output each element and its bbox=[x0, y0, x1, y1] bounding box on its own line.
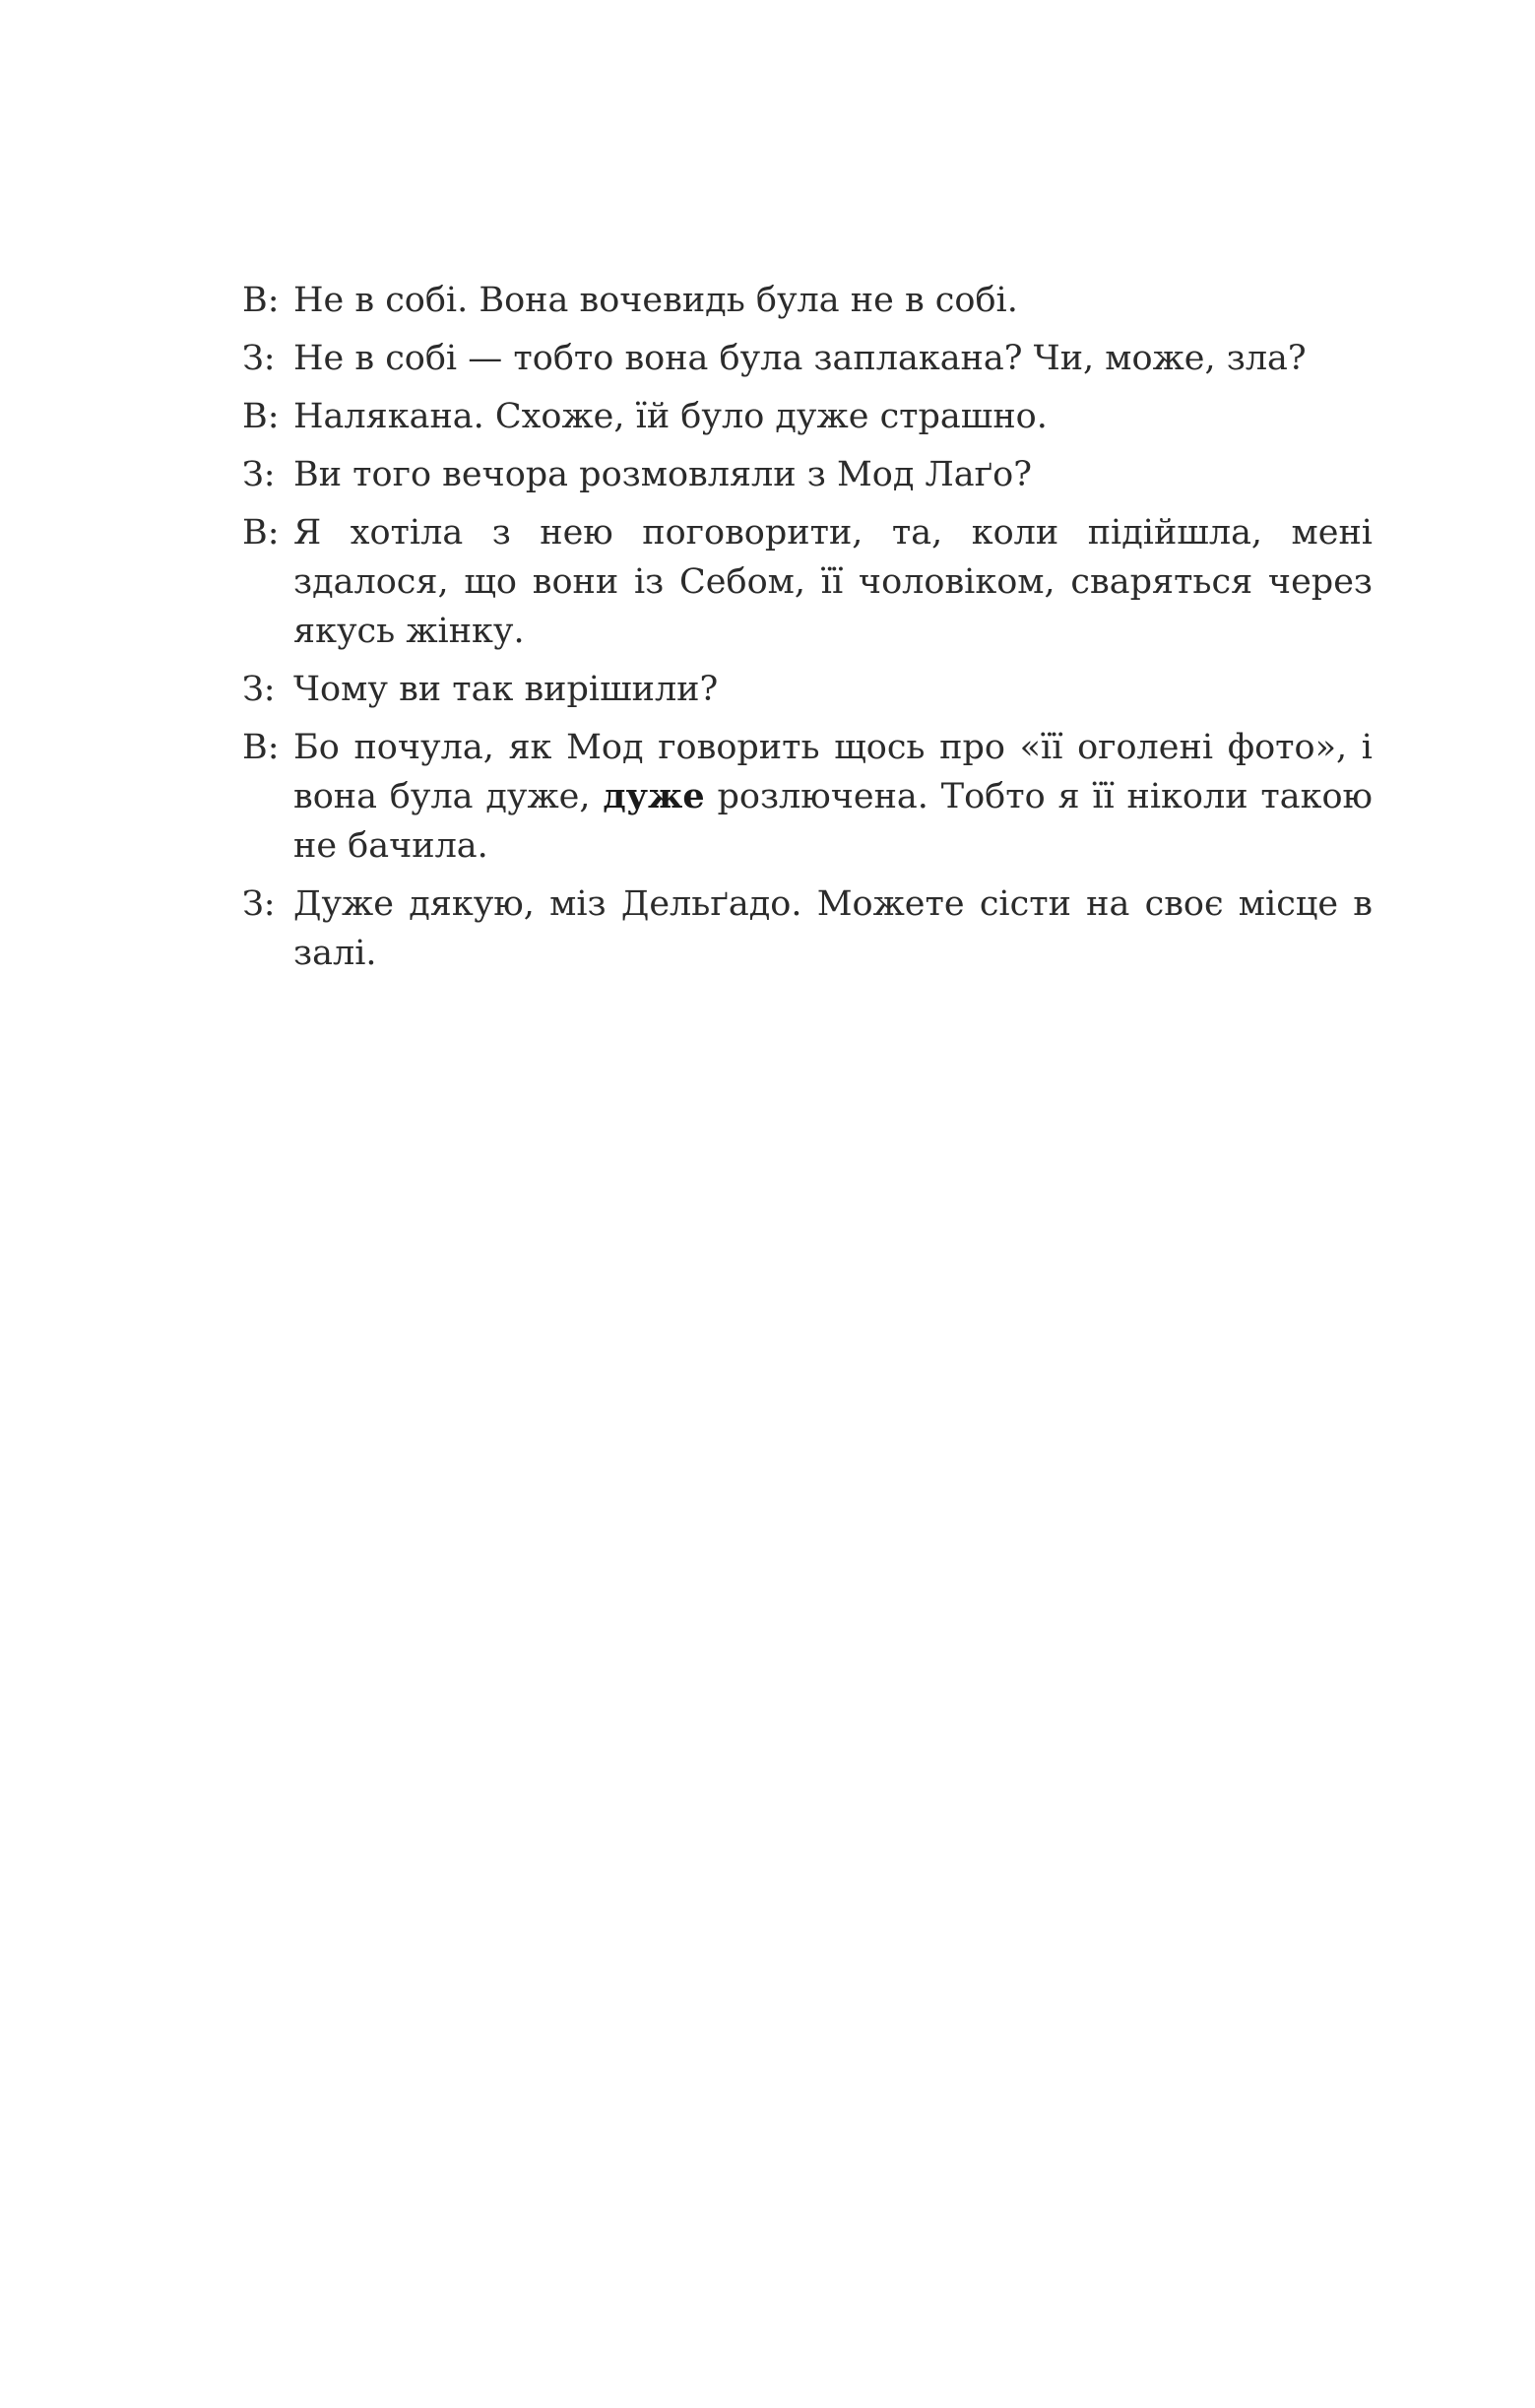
speaker-label: З: bbox=[242, 884, 276, 924]
speaker-label: В: bbox=[242, 728, 280, 767]
dialogue-text: Не в собі. Вона вочевидь була не в собі. bbox=[293, 281, 1018, 320]
dialogue-line bbox=[242, 665, 1373, 714]
dialogue-text: Не в собі — тобто вона була заплакана? Чи, може, зла? bbox=[293, 339, 1307, 378]
dialogue-text: Чому ви так вирішили? bbox=[293, 670, 719, 709]
dialogue-text bbox=[293, 723, 1373, 871]
dialogue-line bbox=[242, 879, 1373, 978]
dialogue-text: Налякана. Схоже, їй було дуже страшно. bbox=[293, 397, 1048, 436]
dialogue-line bbox=[242, 723, 1373, 871]
dialogue-text: Я хотіла з нею поговорити, та, коли підійшла, мені здалося, що вони із Себом, її чоловіком, сваряться через якусь жінку. bbox=[293, 513, 1373, 651]
dialogue-line bbox=[242, 276, 1373, 325]
dialogue-text: Ви того вечора розмовляли з Мод Лаґо? bbox=[293, 455, 1032, 494]
dialogue-text: Дуже дякую, міз Дельґадо. Можете сісти на своє місце в залі. bbox=[293, 884, 1373, 973]
speaker-label: З: bbox=[242, 339, 276, 378]
interview-transcript bbox=[242, 276, 1373, 987]
dialogue-line bbox=[242, 450, 1373, 499]
speaker-label: З: bbox=[242, 670, 276, 709]
speaker-label: В: bbox=[242, 513, 280, 553]
dialogue-text-end: розлючена. Тобто я її ніколи такою не бачила. bbox=[293, 777, 1373, 866]
dialogue-text-start: Бо почула, як Мод говорить щось про «її оголені фото», і вона була дуже, bbox=[293, 728, 1373, 816]
speaker-label: В: bbox=[242, 281, 280, 320]
emphasized-word: дуже bbox=[603, 776, 705, 816]
dialogue-line bbox=[242, 508, 1373, 656]
dialogue-line bbox=[242, 392, 1373, 441]
speaker-label: В: bbox=[242, 397, 280, 436]
speaker-label: З: bbox=[242, 455, 276, 494]
dialogue-line bbox=[242, 334, 1373, 383]
